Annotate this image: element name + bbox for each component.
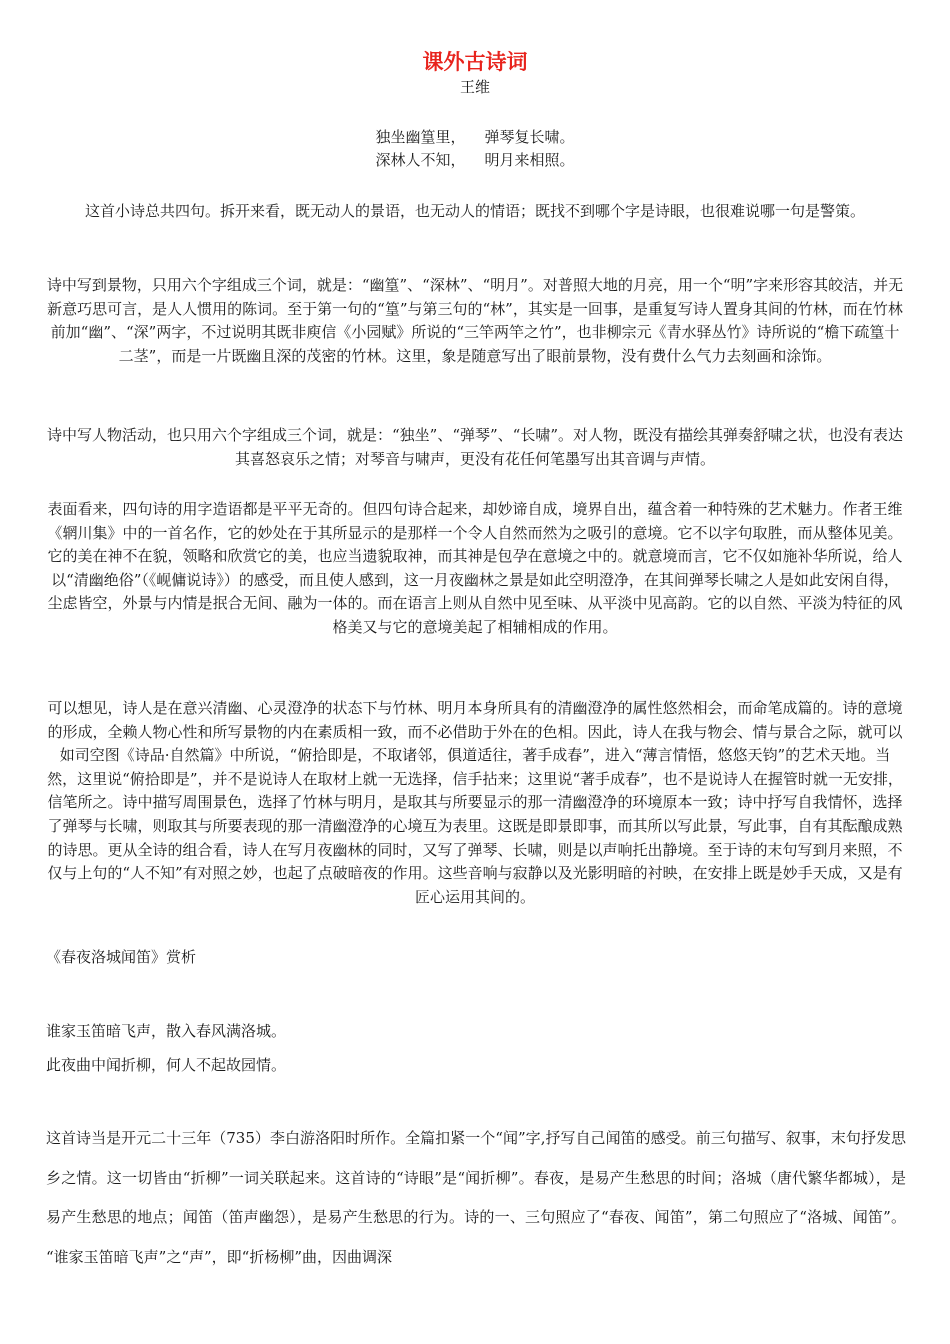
- paragraph: 可以想见，诗人是在意兴清幽、心灵澄净的状态下与竹林、明月本身所具有的清幽澄净的属性悠然相会，而命笔成篇的。诗的意境的形成，全赖人物心性和所写景物的内在素质相一致，而不必借助于外在的色相。因此，诗人在我与物会、情与景合之际，就可以如司空图《诗品·自然篇》中所说，“俯拾即是，不取诸邻，俱道适往，著手成春”，进入“薄言情悟，悠悠天钧”的艺术天地。当然，这里说“俯拾即是”，并不是说诗人在取材上就一无选择，信手拈来；这里说“著手成春”，也不是说诗人在握管时就一无安排，信笔所之。诗中描写周围景色，选择了竹林与明月，是取其与所要显示的那一清幽澄净的环境原本一致；诗中抒写自我情怀，选择了弹琴与长啸，则取其与所要表现的那一清幽澄净的心境互为表里。这既是即景即事，而其所以写此景，写此事，自有其酝酿成熟的诗思。更从全诗的组合看，诗人在写月夜幽林的同时，又写了弹琴、长啸，则是以声响托出静境。至于诗的末句写到月来照，不仅与上句的“人不知”有对照之妙，也起了点破暗夜的作用。这些音响与寂静以及光影明暗的衬映，在安排上既是妙手天成，又是有匠心运用其间的。: [47, 699, 903, 906]
- document-title: 课外古诗词: [422, 49, 528, 74]
- paragraph: 这首小诗总共四句。拆开来看，既无动人的景语，也无动人的情语；既找不到哪个字是诗眼，也很难说哪一句是警策。: [84, 202, 865, 220]
- paragraph: 这首诗当是开元二十三年（735）李白游洛阳时所作。全篇扣紧一个“闻”字,抒写自己闻笛的感受。前三句描写、叙事，末句抒发思乡之情。这一切皆由“折柳”一词关联起来。这首诗的“诗眼”是“闻折柳”。春夜，是易产生愁思的时间；洛城（唐代繁华都城），是易产生愁思的地点；闻笛（笛声幽怨），是易产生愁思的行为。诗的一、三句照应了“春夜、闻笛”，第二句照应了“洛城、闻笛”。 “谁家玉笛暗飞声”之“声”，即“折杨柳”曲，因曲调深: [46, 1129, 906, 1266]
- poem-line: 独坐幽篁里， 弹琴复长啸。: [375, 128, 575, 146]
- poem-line: 此夜曲中闻折柳，何人不起故园情。: [46, 1056, 287, 1074]
- poem-line: 谁家玉笛暗飞声，散入春风满洛城。: [46, 1022, 287, 1040]
- paragraph: 表面看来，四句诗的用字造语都是平平无奇的。但四句诗合起来，却妙谛自成，境界自出，蕴含着一种特殊的艺术魅力。作者王维《辋川集》中的一首名作，它的妙处在于其所显示的是那样一个令人自然而然为之吸引的意境。它不以字句取胜，而从整体见美。它的美在神不在貌，领略和欣赏它的美，也应当遗貌取神，而其神是包孕在意境之中的。就意境而言，它不仅如施补华所说，给人以“清幽绝俗”（《岘傭说诗》）的感受，而且使人感到，这一月夜幽林之景是如此空明澄净，在其间弹琴长啸之人是如此安闲自得，尘虑皆空，外景与内情是抿合无间、融为一体的。而在语言上则从自然中见至味、从平淡中见高韵。它的以自然、平淡为特征的风格美又与它的意境美起了相辅相成的作用。: [47, 500, 903, 636]
- paragraph: 诗中写人物活动，也只用六个字组成三个词，就是：“独坐”、“弹琴”、“长啸”。对人物，既没有描绘其弹奏舒啸之状，也没有表达其喜怒哀乐之情；对琴音与啸声，更没有花任何笔墨写出其音调与声情。: [46, 426, 904, 468]
- paragraph: 诗中写到景物，只用六个字组成三个词，就是：“幽篁”、“深林”、“明月”。对普照大地的月亮，用一个“明”字来形容其皎洁，并无新意巧思可言，是人人惯用的陈词。至于第一句的“篁”与第三句的“林”，其实是一回事，是重复写诗人置身其间的竹林，而在竹林前加“幽”、“深”两字，不过说明其既非庾信《小园赋》所说的“三竿两竿之竹”，也非柳宗元《青水驿丛竹》诗所说的“檐下疏篁十二茎”，而是一片既幽且深的茂密的竹林。这里，象是随意写出了眼前景物，没有费什么气力去刻画和涂饰。: [46, 276, 904, 365]
- section-heading: 《春夜洛城闻笛》赏析: [46, 948, 197, 966]
- poem-line: 深林人不知， 明月来相照。: [375, 151, 575, 169]
- author-name: 王维: [459, 78, 490, 96]
